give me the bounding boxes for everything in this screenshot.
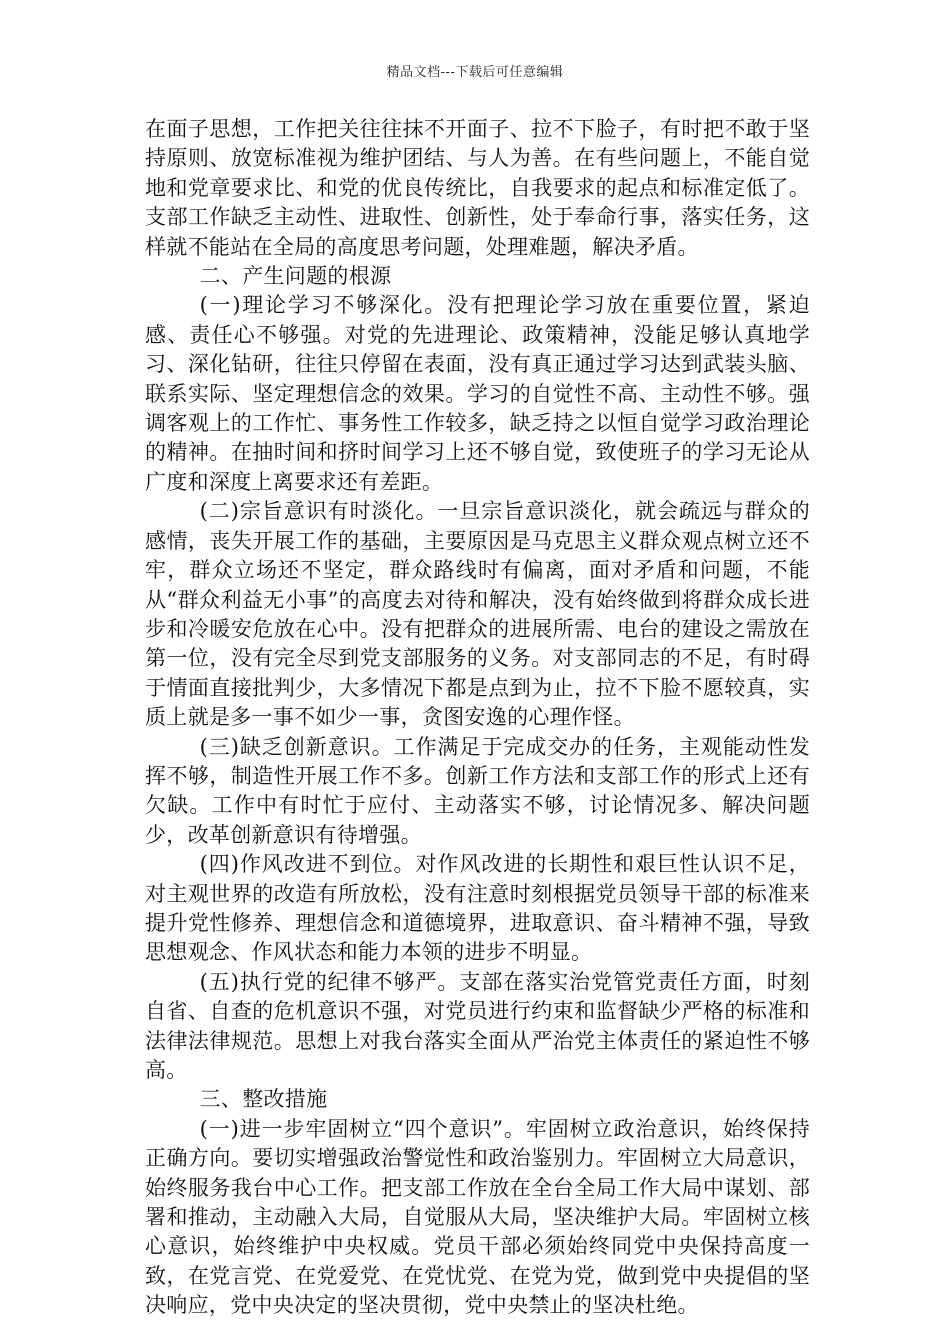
paragraph-work-style: (四)作风改进不到位。对作风改进的长期性和艰巨性认识不足，对主观世界的改造有所放松，没有注意时刻根据党员领导干部的标准来提升党性修养、理想信念和道德境界，进取意识、奋斗精神不强，导致思想观念、作风状态和能力本领的进步不明显。 bbox=[145, 852, 810, 965]
paragraph-continuation: 在面子思想，工作把关往往抹不开面子、拉不下脸子，有时把不敢于坚持原则、放宽标准视为维护团结、与人为善。在有些问题上，不能自觉地和党章要求比、和党的优良传统比，自我要求的起点和标准定低了。支部工作缺乏主动性、进取性、创新性，处于奉命行事，落实任务，这样就不能站在全局的高度思考问题，处理难题，解决矛盾。 bbox=[145, 117, 810, 259]
page-header: 精品文档---下载后可任意编辑 bbox=[386, 65, 564, 80]
section-heading-rectification: 三、整改措施 bbox=[199, 1087, 328, 1112]
paragraph-discipline: (五)执行党的纪律不够严。支部在落实治党管党责任方面，时刻自省、自查的危机意识不强，对党员进行约束和监督缺少严格的标准和法律法律规范。思想上对我台落实全面从严治党主体责任的紧迫性不够高。 bbox=[145, 969, 810, 1082]
section-heading-root-causes: 二、产生问题的根源 bbox=[199, 264, 392, 289]
paragraph-four-consciousness: (一)进一步牢固树立“四个意识”。牢固树立政治意识，始终保持正确方向。要切实增强政治警觉性和政治鉴别力。牢固树立大局意识，始终服务我台中心工作。把支部工作放在全台全局工作大局中谋划、部署和推动，主动融入大局，自觉服从大局，坚决维护大局。牢固树立核心意识，始终维护中央权威。党员干部必须始终同党中央保持高度一致，在党言党、在党爱党、在党忧党、在党为党，做到党中央提倡的坚决响应，党中央决定的坚决贯彻，党中央禁止的坚决杜绝。 bbox=[145, 1116, 810, 1318]
paragraph-theory-study: (一)理论学习不够深化。没有把理论学习放在重要位置，紧迫感、责任心不够强。对党的先进理论、政策精神，没能足够认真地学习、深化钻研，往往只停留在表面，没有真正通过学习达到武装头脑、联系实际、坚定理想信念的效果。学习的自觉性不高、主动性不够。强调客观上的工作忙、事务性工作较多，缺乏持之以恒自觉学习政治理论的精神。在抽时间和挤时间学习上还不够自觉，致使班子的学习无论从广度和深度上离要求还有差距。 bbox=[145, 293, 810, 494]
paragraph-purpose-awareness: (二)宗旨意识有时淡化。一旦宗旨意识淡化，就会疏远与群众的感情，丧失开展工作的基础，主要原因是马克思主义群众观点树立还不牢，群众立场还不坚定，群众路线时有偏离，面对矛盾和问题，不能从“群众利益无小事”的高度去对待和解决，没有始终做到将群众成长进步和冷暖安危放在心中。没有把群众的进展所需、电台的建设之需放在第一位，没有完全尽到党支部服务的义务。对支部同志的不足，有时碍于情面直接批判少，大多情况下都是点到为止，拉不下脸不愿较真，实质上就是多一事不如少一事，贪图安逸的心理作怪。 bbox=[145, 499, 810, 730]
document-body bbox=[145, 115, 810, 1321]
paragraph-innovation: (三)缺乏创新意识。工作满足于完成交办的任务，主观能动性发挥不够，制造性开展工作不多。创新工作方法和支部工作的形式上还有欠缺。工作中有时忙于应付、主动落实不够，讨论情况多、解决问题少，改革创新意识有待增强。 bbox=[145, 734, 810, 847]
